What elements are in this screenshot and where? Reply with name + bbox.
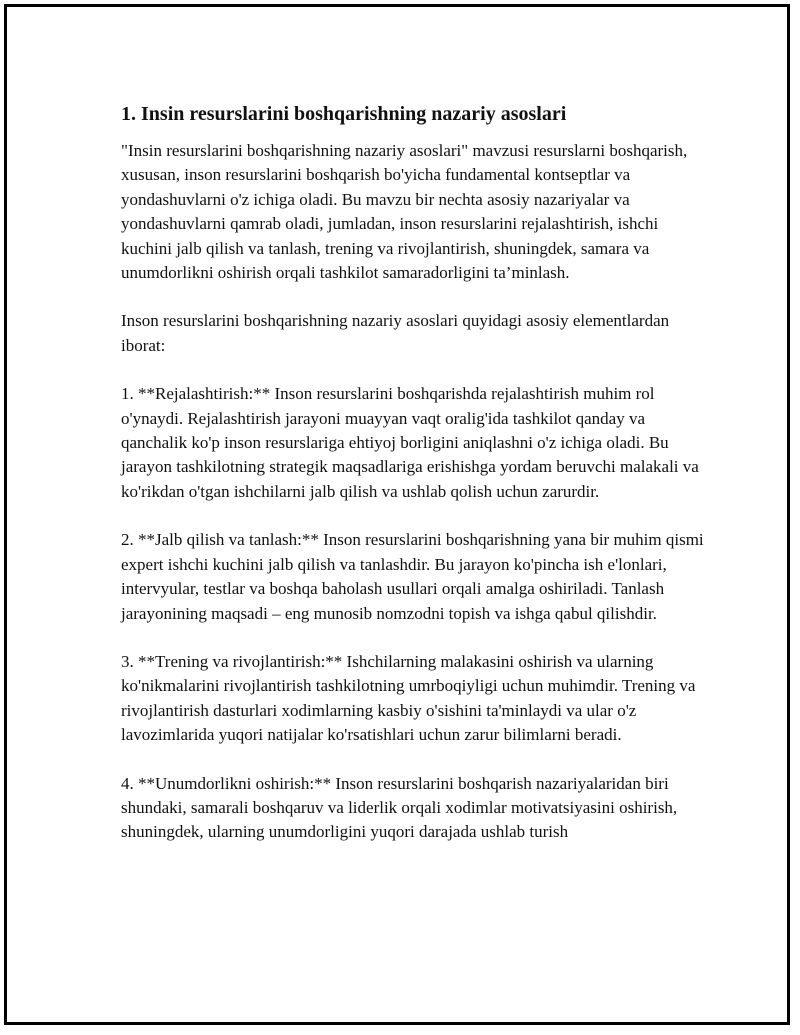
document-page [4, 4, 790, 1025]
elements-intro-paragraph: Inson resurslarini boshqarishning nazariy asoslari quyidagi asosiy elementlardan iborat: [121, 311, 670, 355]
training-paragraph: 3. **Trening va rivojlantirish:** Ishchilarning malakasini oshirish va ularning ko'nikmalarini rivojlantirish tashkilotning umrboqiyligi uchun muhimdir. Trening va rivojlantirish dasturlari xodimlarning kasbiy o'sishini ta'minlaydi va ular o'z lavozimlarida yuqori natijalar ko'rsatishlari uchun zarur bilimlarni beradi. [121, 651, 696, 745]
document-body [121, 101, 711, 869]
recruitment-paragraph: 2. **Jalb qilish va tanlash:** Inson resurslarini boshqarishning yana bir muhim qismi expert ishchi kuchini jalb qilish va tanlashdir. Bu jarayon ko'pincha ish e'lonlari, intervyular, testlar va boshqa baholash usullari orqali amalga oshiriladi. Tanlash jarayonining maqsadi – eng munosib nomzodni topish va ishga qabul qilishdir. [121, 530, 704, 623]
section-heading: 1. Insin resurslarini boshqarishning nazariy asoslari [121, 103, 567, 125]
productivity-paragraph: 4. **Unumdorlikni oshirish:** Inson resurslarini boshqarish nazariyalaridan biri shundaki, samarali boshqaruv va liderlik orqali xodimlar motivatsiyasini oshirish, shuningdek, ularning unumdorligini yuqori darajada ushlab turish [121, 773, 678, 842]
planning-paragraph: 1. **Rejalashtirish:** Inson resurslarini boshqarishda rejalashtirish muhim rol o'ynaydi. Rejalashtirish jarayoni muayyan vaqt oralig'ida tashkilot qanday va qanchalik ko'p inson resurslariga ehtiyoj borligini aniqlashni o'z ichiga oladi. Bu jarayon tashkilotning strategik maqsadlariga erishishga yordam beruvchi malakali va ko'rikdan o'tgan ishchilarni jalb qilish va ushlab qolish uchun zarurdir. [121, 384, 699, 501]
intro-paragraph: "Insin resurslarini boshqarishning nazariy asoslari" mavzusi resurslarni boshqarish, xususan, inson resurslarini boshqarish bo'yicha fundamental kontseptlar va yondashuvlarni o'z ichiga oladi. Bu mavzu bir nechta asosiy nazariyalar va yondashuvlarni qamrab oladi, jumladan, inson resurslarini rejalashtirish, ishchi kuchini jalb qilish va tanlash, trening va rivojlantirish, shuningdek, samara va unumdorlikni oshirish orqali tashkilot samaradorligini ta’minlash. [121, 141, 688, 283]
